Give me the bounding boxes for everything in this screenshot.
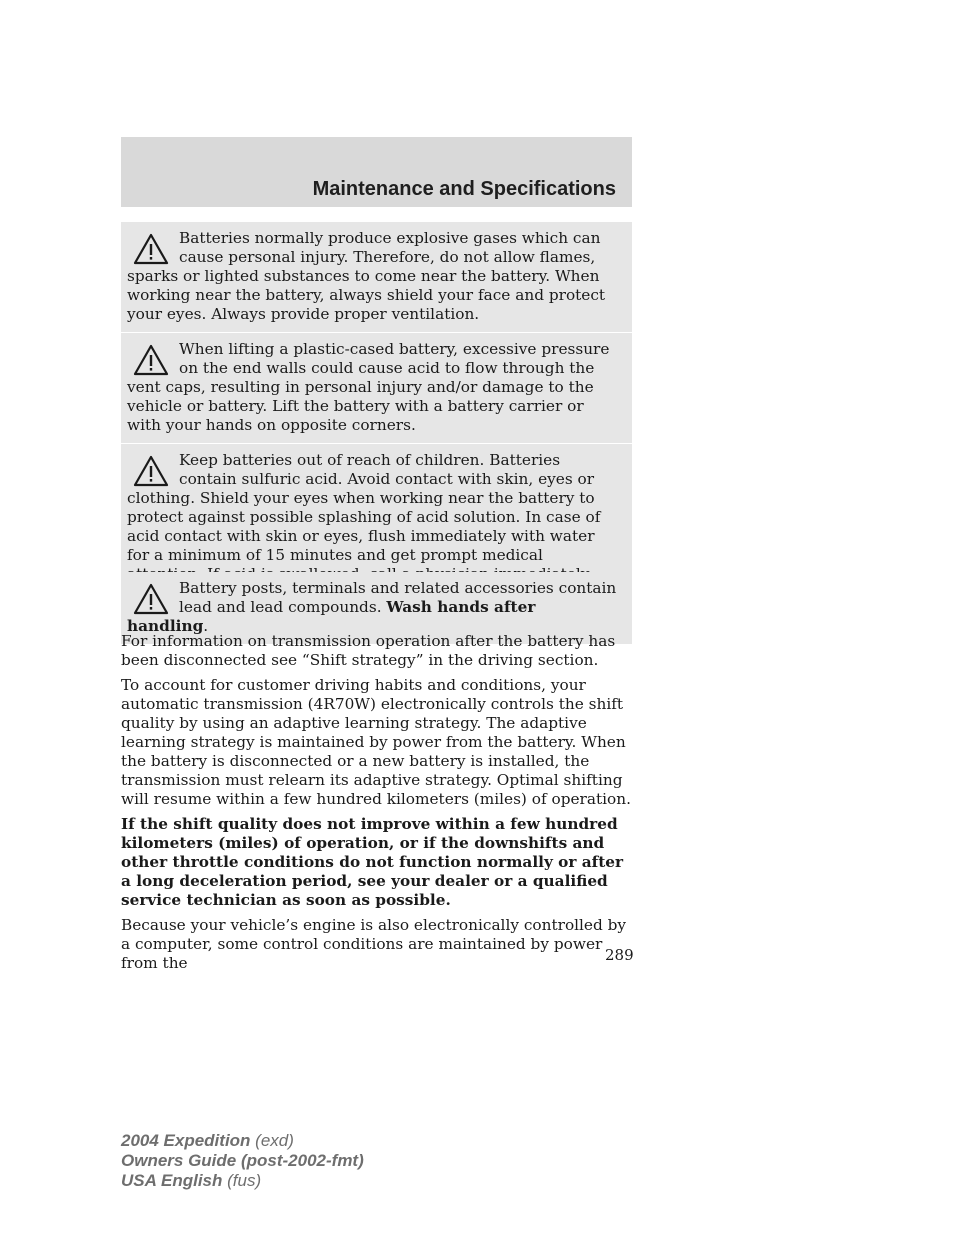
warning-box-sulfuric-acid <box>121 444 632 592</box>
warning-triangle-icon <box>133 583 169 615</box>
page-number: 289 <box>605 946 634 964</box>
warning-triangle-icon <box>133 455 169 487</box>
paragraph-engine-control: Because your vehicle’s engine is also electronically controlled by a computer, some control conditions are maintained by power from the <box>121 916 627 972</box>
footer-line-model: 2004 Expedition (exd) <box>121 1131 294 1150</box>
body-text <box>121 632 636 979</box>
warning-text: When lifting a plastic-cased battery, excessive pressure on the end walls could cause acid to flow through the vent caps, resulting in personal injury and/or damage to the vehicle or battery. Lift the battery with a battery carrier or with your hands on opposite corners. <box>127 340 610 434</box>
paragraph-shift-quality-warning: If the shift quality does not improve within a few hundred kilometers (miles) of operation, or if the downshifts and other throttle conditions do not function normally or after a long deceleration period, see your dealer or a qualified service technician as soon as possible. <box>121 815 624 909</box>
warning-box-lifting-battery <box>121 333 632 443</box>
warning-text: Batteries normally produce explosive gases which can cause personal injury. Therefore, do not allow flames, sparks or lighted substances to come near the battery. When working near the battery, always shield your face and protect your eyes. Always provide proper ventilation. <box>127 229 606 323</box>
warning-text: Keep batteries out of reach of children. Batteries contain sulfuric acid. Avoid contact with skin, eyes or clothing. Shield your eyes when working near the battery to protect against possible splashing of acid solution. In case of acid contact with skin or eyes, flush immediately with water for a minimum of 15 minutes and get prompt medical <box>127 451 601 564</box>
warning-triangle-icon <box>133 233 169 265</box>
section-header <box>121 137 632 207</box>
warning-triangle-icon <box>133 344 169 376</box>
footer-line-guide: Owners Guide (post-2002-fmt) <box>121 1151 364 1170</box>
warning-emphasis: Wash hands after handling <box>127 598 536 635</box>
footer-line-language: USA English (fus) <box>121 1171 262 1190</box>
paragraph-transmission-info: For information on transmission operation after the battery has been disconnected see “Shift strategy” in the driving section. <box>121 632 616 669</box>
warning-text: Battery posts, terminals and related accessories contain lead and lead compounds. Wash hands after handling. <box>127 579 617 635</box>
section-title: Maintenance and Specifications <box>312 178 616 200</box>
document-footer <box>121 1131 364 1191</box>
warning-box-explosive-gases <box>121 222 632 332</box>
paragraph-adaptive-learning: To account for customer driving habits and conditions, your automatic transmission (4R70W) electronically controls the shift quality by using an adaptive learning strategy. The adaptive learning strategy is maintained by power from the battery. When the battery is disconnected or a new battery is installed, the transmission must relearn its adaptive strategy. Optimal shifting will resume within a few hundred kilometers (miles) of operation. <box>121 676 631 808</box>
